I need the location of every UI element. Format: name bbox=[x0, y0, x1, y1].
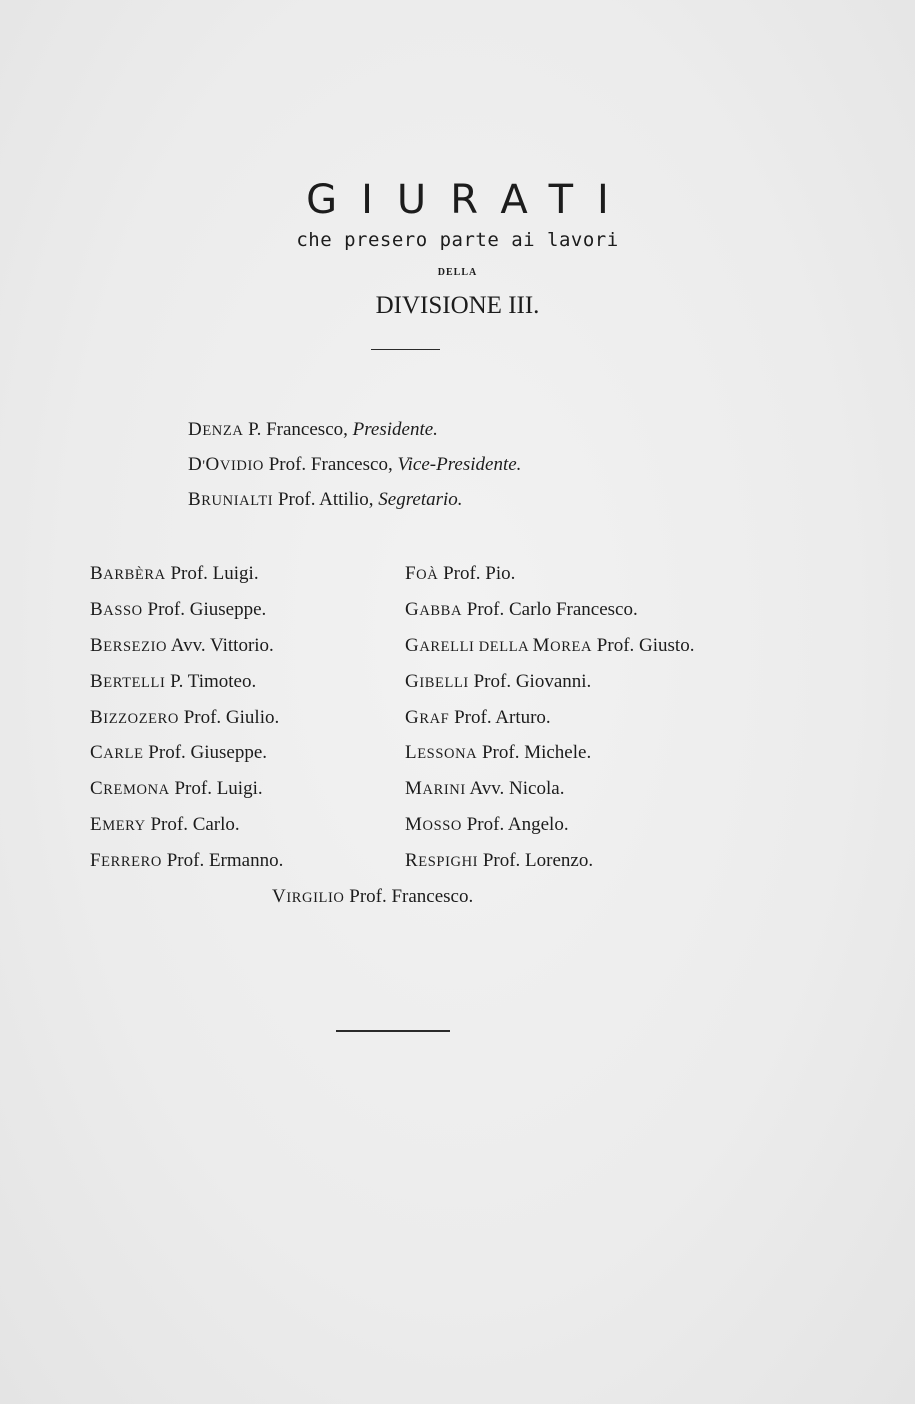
officer-surname: BRUNIALTI bbox=[188, 489, 274, 510]
member-details: Prof. Giusto. bbox=[592, 635, 695, 656]
member-surname: GARELLI DELLA MOREA bbox=[405, 635, 593, 656]
officer-details: P. Francesco, bbox=[243, 419, 353, 440]
member-right bbox=[405, 813, 569, 838]
officer-details: Prof. Attilio, bbox=[273, 489, 379, 510]
member-right bbox=[405, 741, 591, 766]
member-surname: VIRGILIO bbox=[272, 886, 345, 907]
member-surname: GIBELLI bbox=[405, 671, 469, 692]
officer-role: Vice-Presidente. bbox=[397, 454, 522, 475]
member-right bbox=[405, 634, 694, 659]
member-left bbox=[90, 813, 240, 838]
della-label: DELLA bbox=[437, 267, 478, 278]
officer-details: Prof. Francesco, bbox=[263, 454, 398, 475]
member-surname: MARINI bbox=[405, 778, 466, 799]
member-surname: EMERY bbox=[90, 814, 146, 835]
member-right bbox=[405, 562, 515, 587]
member-surname: MOSSO bbox=[405, 814, 462, 835]
officer-surname: D'OVIDIO bbox=[188, 454, 264, 475]
member-surname: BARBÈRA bbox=[90, 563, 166, 584]
member-surname: FERRERO bbox=[90, 850, 162, 871]
member-right bbox=[405, 777, 564, 802]
member-details: Prof. Giuseppe. bbox=[143, 742, 268, 763]
page-title: GIURATI bbox=[306, 177, 633, 223]
member-details: Prof. Giulio. bbox=[178, 707, 280, 728]
member-surname: BERTELLI bbox=[90, 671, 166, 692]
member-details: P. Timoteo. bbox=[165, 671, 257, 692]
member-surname: BERSEZIO bbox=[90, 635, 168, 656]
member-left bbox=[90, 634, 274, 659]
member-details: Prof. Francesco. bbox=[344, 886, 474, 907]
member-right bbox=[405, 849, 593, 874]
member-right bbox=[405, 598, 638, 623]
member-final bbox=[272, 885, 473, 910]
member-left bbox=[90, 670, 256, 695]
member-details: Prof. Arturo. bbox=[449, 707, 551, 728]
member-details: Prof. Angelo. bbox=[461, 814, 569, 835]
member-left bbox=[90, 777, 263, 802]
member-right bbox=[405, 670, 591, 695]
member-surname: CREMONA bbox=[90, 778, 170, 799]
member-details: Prof. Lorenzo. bbox=[478, 850, 594, 871]
officer-role: Presidente. bbox=[352, 419, 438, 440]
member-details: Prof. Giovanni. bbox=[468, 671, 592, 692]
page-subtitle: che presero parte ai lavori bbox=[296, 229, 619, 251]
member-surname: GRAF bbox=[405, 707, 450, 728]
divider-bottom bbox=[336, 1030, 450, 1032]
member-details: Prof. Luigi. bbox=[169, 778, 263, 799]
member-surname: FOÀ bbox=[405, 563, 439, 584]
member-details: Prof. Michele. bbox=[477, 742, 592, 763]
member-left bbox=[90, 741, 267, 766]
member-surname: BIZZOZERO bbox=[90, 707, 179, 728]
officer-surname: DENZA bbox=[188, 419, 244, 440]
divider-top bbox=[371, 349, 440, 350]
member-details: Prof. Luigi. bbox=[165, 563, 259, 584]
member-details: Prof. Carlo Francesco. bbox=[462, 599, 638, 620]
member-surname: LESSONA bbox=[405, 742, 478, 763]
member-details: Avv. Vittorio. bbox=[167, 635, 274, 656]
member-left bbox=[90, 849, 283, 874]
division-heading: DIVISIONE III. bbox=[375, 292, 540, 319]
member-left bbox=[90, 562, 259, 587]
member-surname: RESPIGHI bbox=[405, 850, 479, 871]
officer-role: Segretario. bbox=[378, 489, 463, 510]
member-details: Prof. Giuseppe. bbox=[142, 599, 267, 620]
member-right bbox=[405, 706, 551, 731]
member-details: Avv. Nicola. bbox=[465, 778, 565, 799]
member-left bbox=[90, 598, 266, 623]
member-details: Prof. Ermanno. bbox=[161, 850, 284, 871]
member-surname: CARLE bbox=[90, 742, 144, 763]
member-details: Prof. Pio. bbox=[438, 563, 516, 584]
member-details: Prof. Carlo. bbox=[145, 814, 240, 835]
officer-vice-president bbox=[188, 453, 521, 478]
member-left bbox=[90, 706, 279, 731]
member-surname: BASSO bbox=[90, 599, 143, 620]
officer-secretary bbox=[188, 488, 463, 513]
member-surname: GABBA bbox=[405, 599, 463, 620]
officer-president bbox=[188, 418, 438, 443]
